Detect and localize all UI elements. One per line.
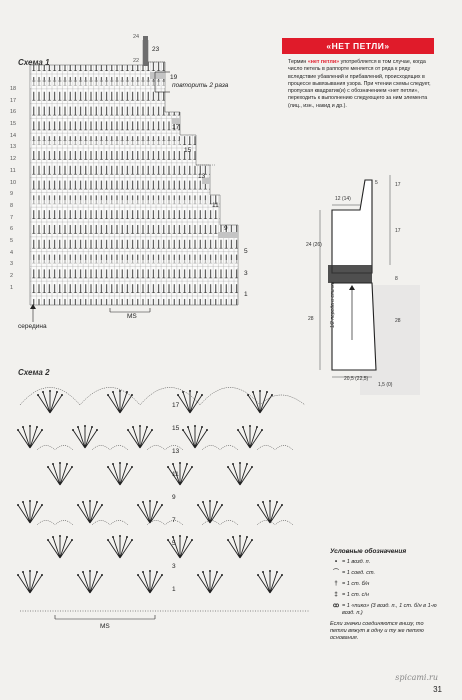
legend-title: Условные обозначения bbox=[330, 548, 407, 555]
legend-item-text: = 1 соед. ст. bbox=[342, 570, 376, 576]
side-label: 1/2 переда и спинки bbox=[330, 281, 336, 328]
row-number: 7 bbox=[10, 214, 14, 221]
row-number: 5 bbox=[172, 540, 176, 547]
row-number: 12 bbox=[10, 156, 17, 163]
schema1-chart bbox=[0, 0, 280, 330]
row-number: 15 bbox=[10, 121, 17, 128]
legend-item bbox=[330, 559, 440, 566]
legend-item bbox=[330, 592, 440, 599]
dim-label: 17 bbox=[395, 228, 401, 234]
garment-schematic bbox=[300, 165, 420, 395]
row-number: 7 bbox=[172, 517, 176, 524]
legend bbox=[330, 548, 440, 642]
dim-label: 17 bbox=[395, 182, 401, 188]
dim-label: 5 bbox=[375, 180, 378, 186]
single-crochet-icon: † bbox=[334, 581, 338, 587]
row-number: 17 bbox=[10, 97, 17, 104]
row-number: 19 bbox=[170, 74, 178, 81]
row-number: 16 bbox=[10, 109, 17, 116]
note-body-pre: Термин bbox=[288, 59, 308, 65]
row-number: 15 bbox=[184, 147, 192, 154]
legend-item bbox=[330, 570, 440, 577]
schema2-title: Схема 2 bbox=[18, 368, 50, 377]
row-number: 3 bbox=[172, 563, 176, 570]
legend-footnote: Если значки соединяются внизу, то петли вяжут в одну и ту же петлю основания. bbox=[330, 621, 424, 641]
schema1-title: Схема 1 bbox=[18, 58, 50, 67]
row-number: 13 bbox=[172, 448, 180, 455]
row-number: 10 bbox=[10, 179, 17, 186]
slip-stitch-icon: ⌒ bbox=[332, 570, 339, 576]
row-number: 13 bbox=[10, 144, 17, 151]
legend-item-text: = 1 возд. п. bbox=[342, 559, 371, 565]
row-number: 9 bbox=[224, 225, 228, 232]
schema1-left-row-numbers bbox=[10, 86, 26, 296]
dim-label: 1,5 (0) bbox=[378, 382, 393, 388]
middle-label: середина bbox=[18, 323, 47, 330]
rapport-label: MS bbox=[127, 313, 137, 320]
schema2-chart bbox=[0, 375, 320, 635]
watermark: spicami.ru bbox=[395, 673, 438, 682]
dim-label: 28 bbox=[308, 316, 314, 322]
note-body-post: употребляется в том случае, когда число петель в раппорте меняется от ряда к ряду вследствие убавлений и прибавлений, происходящих в процессе вывязывания узора. При чтении схемы следует, пропуская квадратик(и) с обозначением «нет петли», переходить к выполнению следующего за ним элемента (лиц., изн., накид и др.). bbox=[288, 59, 431, 109]
row-number: 5 bbox=[10, 237, 14, 244]
note-body-accent: «нет петли» bbox=[307, 59, 340, 65]
row-number: 17 bbox=[172, 402, 180, 409]
row-number: 9 bbox=[10, 191, 14, 198]
row-number: 18 bbox=[10, 86, 17, 92]
row-number: 11 bbox=[172, 471, 179, 478]
legend-item-text: = 1 ст. с/н bbox=[342, 592, 369, 598]
note-box bbox=[282, 38, 434, 110]
row-number: 3 bbox=[10, 261, 14, 268]
row-number: 4 bbox=[10, 249, 14, 256]
row-number: 14 bbox=[10, 132, 17, 139]
dim-label: 8 bbox=[395, 276, 398, 282]
row-number: 13 bbox=[198, 173, 206, 180]
row-number: 22 bbox=[133, 58, 140, 64]
row-number: 9 bbox=[172, 494, 176, 501]
chain-stitch-icon: • bbox=[334, 559, 338, 565]
row-number: 15 bbox=[172, 425, 180, 432]
row-number: 17 bbox=[172, 124, 180, 131]
dim-label: 20,5 (22,5) bbox=[344, 376, 369, 382]
legend-item bbox=[330, 581, 440, 588]
row-number: 6 bbox=[10, 226, 14, 233]
legend-item bbox=[330, 603, 440, 617]
dim-label: 12 (14) bbox=[335, 196, 351, 202]
row-number: 5 bbox=[244, 248, 248, 255]
double-crochet-icon: ‡ bbox=[334, 592, 338, 598]
note-header: «НЕТ ПЕТЛИ» bbox=[282, 38, 434, 54]
page-number: 31 bbox=[433, 685, 442, 694]
repeat-label: повторить 2 раза bbox=[172, 82, 229, 89]
row-number: 8 bbox=[10, 202, 14, 209]
row-number: 2 bbox=[10, 273, 14, 279]
schema2-row-numbers bbox=[172, 402, 188, 609]
row-number: 24 bbox=[133, 34, 140, 40]
dim-label: 24 (26) bbox=[306, 242, 322, 248]
row-number: 11 bbox=[10, 167, 16, 174]
dim-label: 28 bbox=[395, 318, 401, 324]
row-number: 1 bbox=[10, 284, 14, 291]
rapport-label: MS bbox=[100, 623, 110, 630]
row-number: 11 bbox=[212, 202, 219, 209]
row-number: 3 bbox=[244, 270, 248, 277]
row-number: 1 bbox=[172, 586, 176, 593]
note-body bbox=[282, 54, 434, 110]
legend-item-text: = 1 «пико» (3 возд. п., 1 ст. б/н в 1-ю возд. п.) bbox=[342, 603, 437, 616]
row-number: 1 bbox=[244, 291, 248, 298]
picot-icon: ꝏ bbox=[332, 603, 340, 609]
legend-item-text: = 1 ст. б/н bbox=[342, 581, 370, 587]
row-number: 23 bbox=[152, 46, 160, 53]
